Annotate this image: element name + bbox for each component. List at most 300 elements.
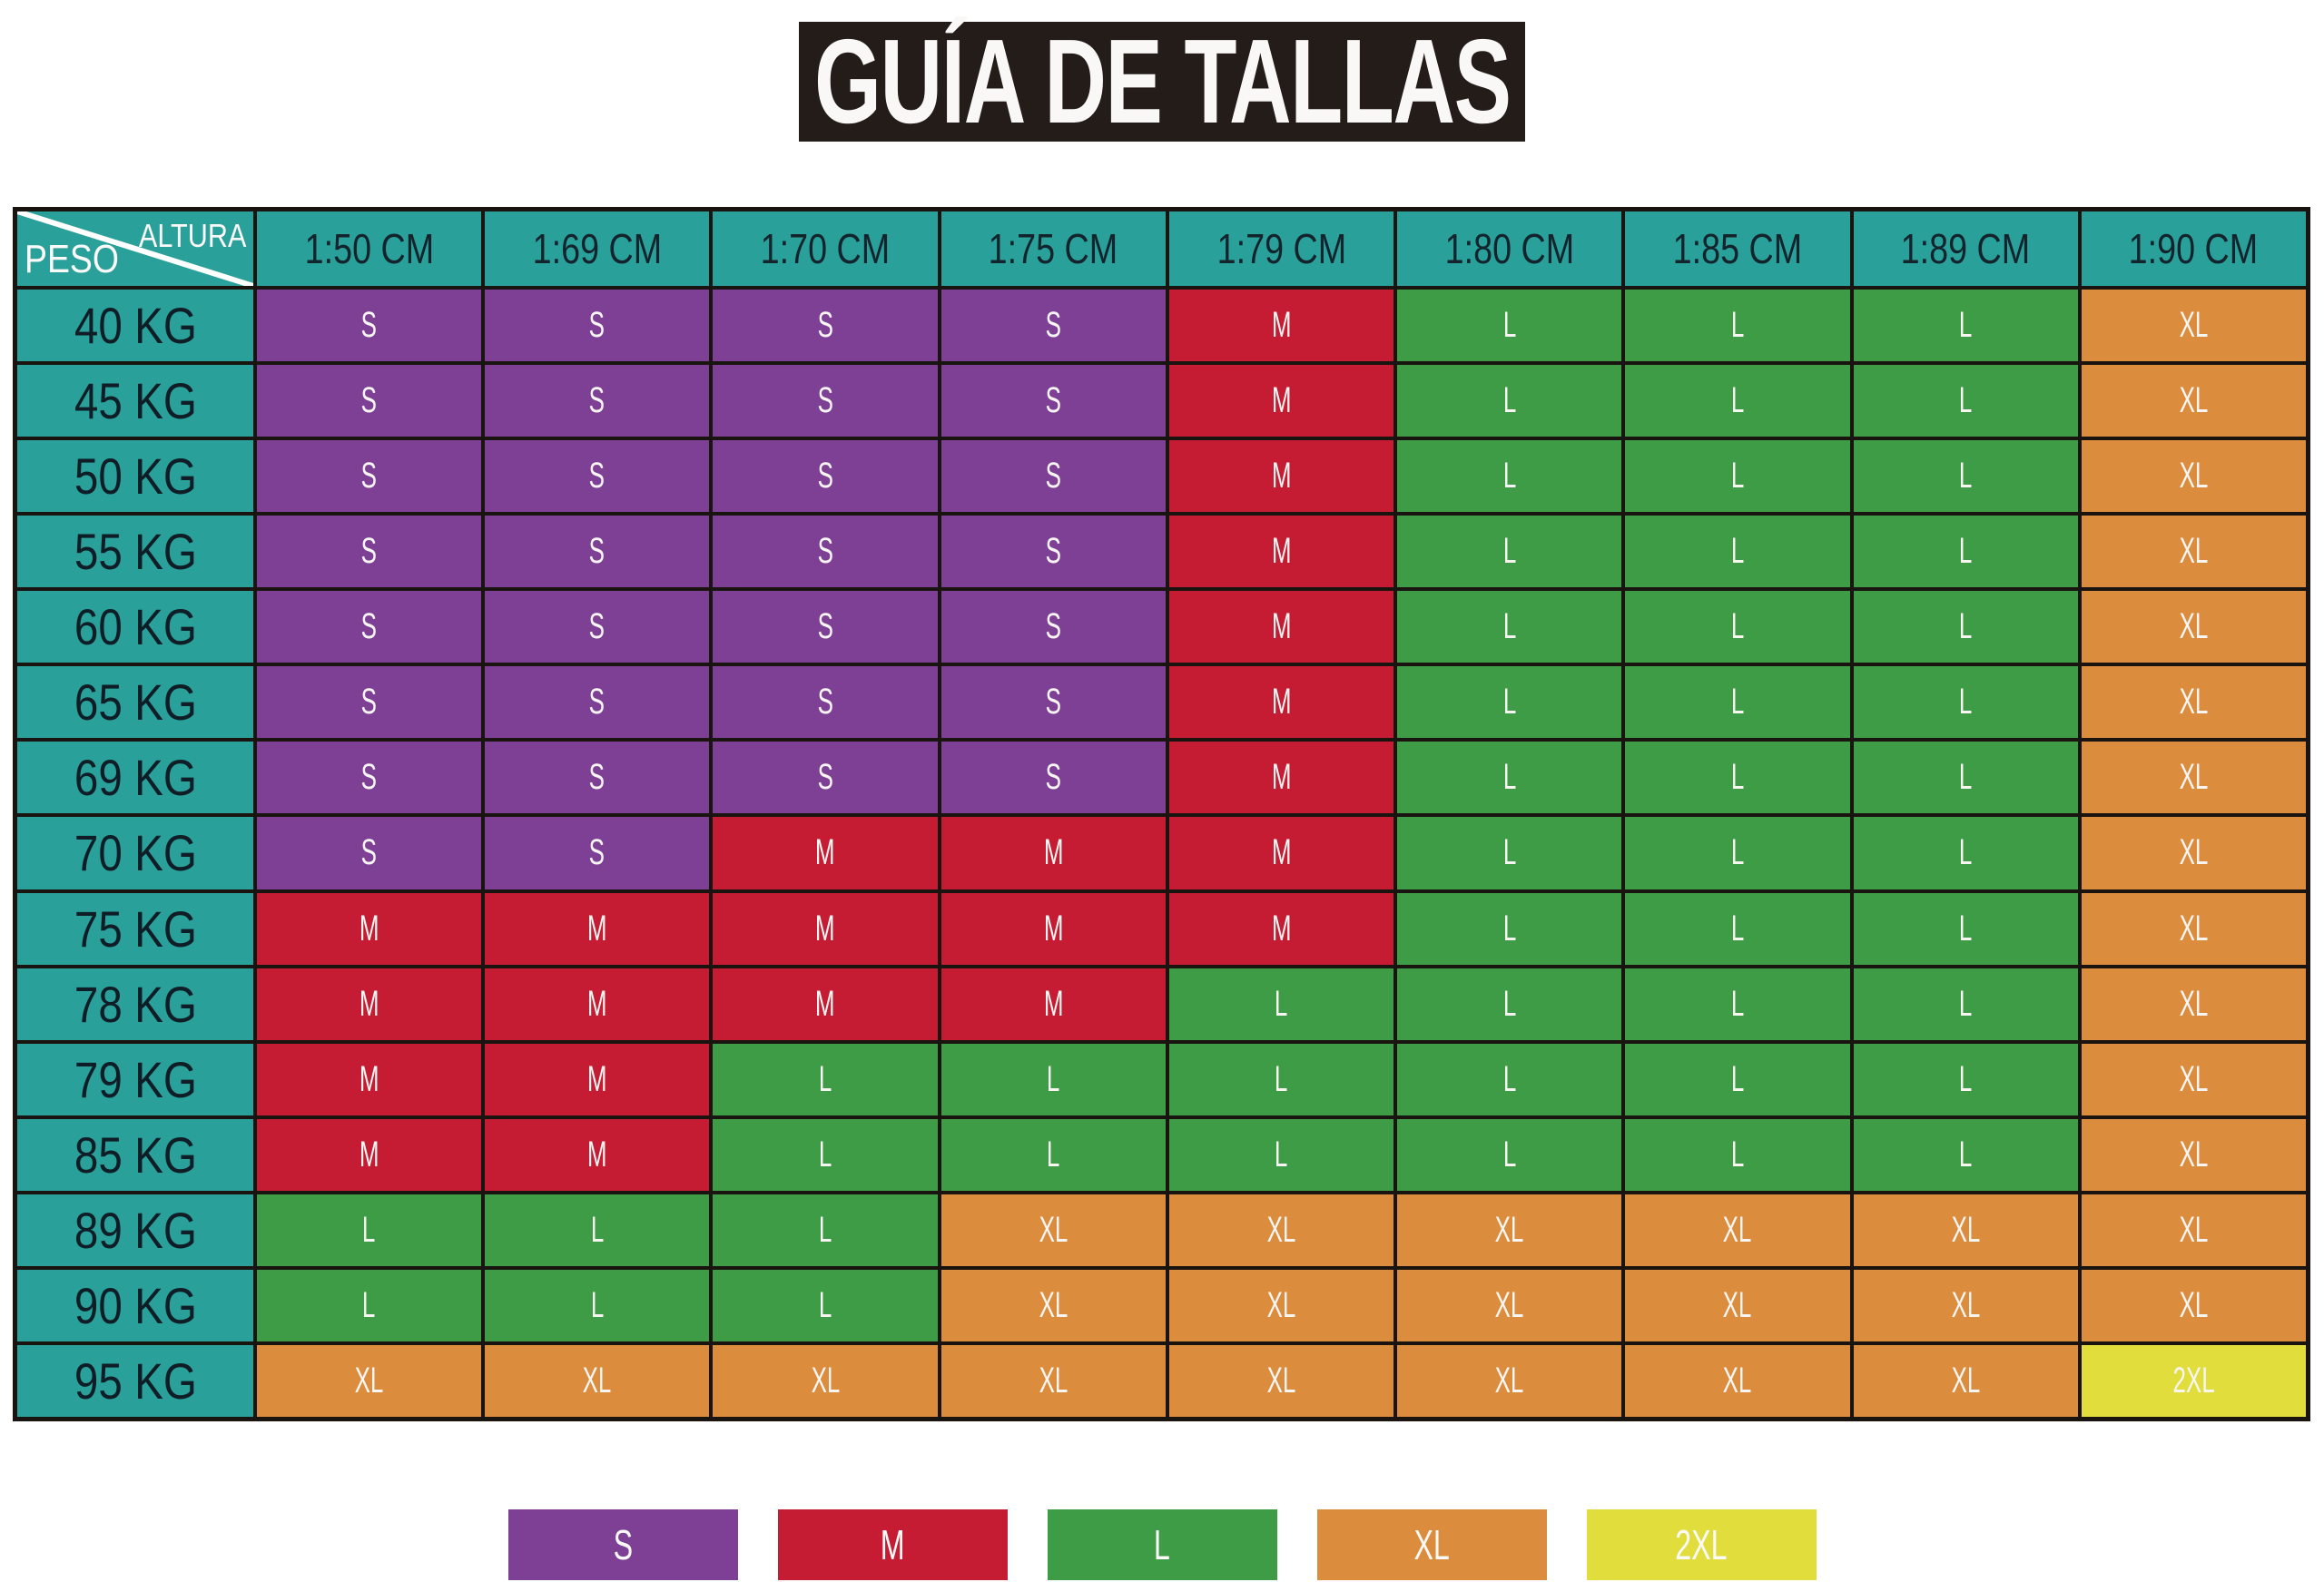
size-cell-text: S <box>817 380 833 421</box>
size-cell <box>1854 591 2078 663</box>
size-cell <box>713 1194 937 1266</box>
size-cell <box>1397 365 1621 437</box>
size-cell-text: L <box>818 1134 832 1174</box>
size-cell-text: L <box>1275 983 1288 1024</box>
weight-label-text: 45 KG <box>74 372 197 430</box>
weight-label <box>17 290 253 361</box>
size-cell-text: L <box>362 1209 376 1250</box>
size-cell <box>1169 1119 1393 1191</box>
size-cell-text: S <box>1045 456 1061 496</box>
size-cell-text: XL <box>1266 1360 1296 1400</box>
size-cell <box>1625 817 1849 889</box>
size-cell-text: M <box>1271 305 1292 346</box>
size-cell-text: S <box>589 456 606 496</box>
size-cell-text: S <box>360 456 378 496</box>
size-cell-text: XL <box>1039 1209 1068 1250</box>
size-cell <box>713 1119 937 1191</box>
size-cell-text: S <box>360 682 378 722</box>
size-cell-text: XL <box>2179 305 2209 346</box>
size-cell-text: L <box>1730 757 1745 798</box>
size-cell <box>941 1345 1166 1417</box>
size-cell-text: M <box>1043 983 1064 1024</box>
weight-label-text: 89 KG <box>74 1201 197 1259</box>
size-cell <box>2082 1194 2306 1266</box>
size-cell <box>257 817 481 889</box>
weight-label-text: 90 KG <box>74 1276 197 1334</box>
weight-label <box>17 742 253 813</box>
height-header <box>1854 211 2078 286</box>
weight-label <box>17 516 253 587</box>
size-cell <box>257 968 481 1040</box>
legend-label: 2XL <box>1675 1521 1728 1568</box>
altura-axis-label: ALTURA <box>138 217 246 254</box>
size-cell <box>485 742 709 813</box>
size-cell-text: L <box>590 1284 605 1325</box>
size-cell-text: S <box>360 531 378 572</box>
size-cell-text: M <box>359 1134 379 1174</box>
legend-swatch <box>1048 1509 1277 1580</box>
size-cell <box>1169 591 1393 663</box>
size-cell <box>941 1194 1166 1266</box>
size-cell-text: L <box>1047 1058 1060 1099</box>
height-header <box>941 211 1166 286</box>
size-cell <box>941 1044 1166 1115</box>
size-cell <box>1397 591 1621 663</box>
size-cell <box>941 893 1166 965</box>
size-cell-text: L <box>1958 1058 1973 1099</box>
size-cell <box>1397 1119 1621 1191</box>
size-cell <box>2082 591 2306 663</box>
size-cell-text: L <box>1730 606 1745 647</box>
size-cell-text: XL <box>811 1360 840 1400</box>
legend-swatch <box>1587 1509 1817 1580</box>
size-cell-text: L <box>1275 1134 1288 1174</box>
size-cell-text: L <box>1958 531 1973 572</box>
size-legend <box>11 1509 2313 1580</box>
size-cell <box>2082 893 2306 965</box>
size-cell <box>713 365 937 437</box>
size-cell-text: L <box>1730 456 1745 496</box>
size-cell <box>1397 817 1621 889</box>
size-cell-text: S <box>817 682 833 722</box>
size-cell <box>485 968 709 1040</box>
size-cell <box>1625 591 1849 663</box>
size-cell-text: XL <box>2179 682 2209 722</box>
size-cell-text: L <box>1958 305 1973 346</box>
size-cell <box>1625 1044 1849 1115</box>
size-cell-text: S <box>1045 606 1061 647</box>
weight-label-text: 85 KG <box>74 1125 197 1184</box>
size-cell-text: M <box>815 983 835 1024</box>
size-cell-text: S <box>589 606 606 647</box>
size-cell <box>257 591 481 663</box>
size-cell <box>2082 1044 2306 1115</box>
size-cell <box>1854 516 2078 587</box>
size-cell <box>257 1194 481 1266</box>
weight-label-text: 40 KG <box>74 297 197 355</box>
size-cell-text: L <box>1958 983 1973 1024</box>
size-cell-text: L <box>1730 1058 1745 1099</box>
size-cell-text: S <box>817 305 833 346</box>
size-cell-text: L <box>1958 757 1973 798</box>
weight-label <box>17 591 253 663</box>
size-cell <box>1854 290 2078 361</box>
size-cell <box>485 893 709 965</box>
size-cell-text: M <box>359 983 379 1024</box>
size-cell-text: L <box>1502 832 1516 873</box>
size-cell-text: XL <box>2179 983 2209 1024</box>
size-cell-text: L <box>1730 908 1745 948</box>
size-cell <box>1854 742 2078 813</box>
size-cell-text: M <box>586 983 607 1024</box>
size-cell <box>1169 290 1393 361</box>
size-cell-text: XL <box>582 1360 612 1400</box>
size-cell <box>257 893 481 965</box>
size-cell <box>2082 516 2306 587</box>
size-cell <box>1169 1044 1393 1115</box>
size-cell <box>2082 1119 2306 1191</box>
size-cell-text: L <box>1730 1134 1745 1174</box>
size-cell <box>1854 968 2078 1040</box>
weight-label-text: 75 KG <box>74 899 197 958</box>
size-cell-text: L <box>1958 456 1973 496</box>
size-cell <box>713 666 937 738</box>
size-cell-text: L <box>1502 305 1516 346</box>
weight-label-text: 69 KG <box>74 749 197 807</box>
size-cell <box>1397 666 1621 738</box>
size-cell-text: L <box>590 1209 605 1250</box>
legend-label: XL <box>1413 1521 1450 1568</box>
weight-label <box>17 440 253 512</box>
height-header <box>1625 211 1849 286</box>
size-cell <box>1397 893 1621 965</box>
size-cell-text: M <box>1271 380 1292 421</box>
size-cell <box>1625 893 1849 965</box>
size-cell <box>1169 893 1393 965</box>
size-cell <box>485 1270 709 1341</box>
size-cell-text: XL <box>2179 380 2209 421</box>
weight-label-text: 60 KG <box>74 598 197 656</box>
size-cell-text: XL <box>1723 1360 1752 1400</box>
size-cell-text: XL <box>2179 908 2209 948</box>
size-cell-text: S <box>589 380 606 421</box>
size-cell-text: XL <box>1951 1360 1981 1400</box>
size-cell-text: S <box>589 832 606 873</box>
size-cell <box>257 290 481 361</box>
size-cell <box>485 440 709 512</box>
size-cell-text: M <box>1043 832 1064 873</box>
size-cell <box>1169 1270 1393 1341</box>
size-cell <box>1625 666 1849 738</box>
size-cell-text: L <box>362 1284 376 1325</box>
size-cell <box>1397 742 1621 813</box>
size-cell <box>257 365 481 437</box>
size-cell <box>1854 1194 2078 1266</box>
size-cell-text: M <box>1043 908 1064 948</box>
weight-label-text: 70 KG <box>74 824 197 882</box>
height-header <box>257 211 481 286</box>
size-cell-text: M <box>815 908 835 948</box>
size-cell <box>1854 666 2078 738</box>
size-cell <box>713 516 937 587</box>
size-cell-text: XL <box>1039 1360 1068 1400</box>
height-header-label: 1:75 CM <box>988 225 1118 272</box>
size-cell-text: L <box>1502 1134 1516 1174</box>
size-cell-text: L <box>1502 983 1516 1024</box>
size-cell <box>1397 1194 1621 1266</box>
size-cell <box>257 666 481 738</box>
size-cell-text: S <box>1045 757 1061 798</box>
size-cell <box>1854 440 2078 512</box>
size-cell <box>941 1270 1166 1341</box>
size-cell-text: S <box>589 757 606 798</box>
size-table <box>13 207 2310 1421</box>
size-cell <box>2082 365 2306 437</box>
size-cell <box>1397 440 1621 512</box>
size-cell <box>1397 1044 1621 1115</box>
size-cell-text: XL <box>1039 1284 1068 1325</box>
size-cell <box>1625 968 1849 1040</box>
size-cell-text: M <box>1271 531 1292 572</box>
size-cell <box>2082 290 2306 361</box>
size-cell-text: L <box>1502 606 1516 647</box>
size-cell <box>485 290 709 361</box>
size-cell <box>1397 968 1621 1040</box>
size-cell <box>713 1270 937 1341</box>
height-header-label: 1:70 CM <box>760 225 891 272</box>
size-cell <box>1169 1345 1393 1417</box>
size-cell <box>941 591 1166 663</box>
height-header-label: 1:50 CM <box>304 225 434 272</box>
size-cell <box>941 1119 1166 1191</box>
size-cell-text: XL <box>1951 1209 1981 1250</box>
size-cell-text: L <box>1047 1134 1060 1174</box>
size-cell <box>1397 516 1621 587</box>
size-cell <box>713 1345 937 1417</box>
size-cell-text: M <box>1271 757 1292 798</box>
size-cell <box>1625 742 1849 813</box>
size-cell-text: L <box>1958 380 1973 421</box>
size-cell-text: S <box>360 757 378 798</box>
size-cell-text: S <box>360 832 378 873</box>
size-cell <box>713 290 937 361</box>
height-header <box>1397 211 1621 286</box>
size-cell-text: S <box>817 757 833 798</box>
legend-label: M <box>880 1521 905 1568</box>
size-cell <box>257 440 481 512</box>
weight-label <box>17 893 253 965</box>
size-cell <box>257 1270 481 1341</box>
size-cell <box>713 742 937 813</box>
size-cell-text: L <box>1502 908 1516 948</box>
size-cell <box>713 591 937 663</box>
size-cell <box>941 968 1166 1040</box>
title-banner <box>799 15 1525 148</box>
weight-label <box>17 1119 253 1191</box>
size-cell-text: XL <box>2179 1058 2209 1099</box>
size-cell-text: L <box>1502 682 1516 722</box>
size-cell <box>713 968 937 1040</box>
size-cell <box>713 440 937 512</box>
size-cell <box>713 1044 937 1115</box>
size-cell-text: L <box>818 1209 832 1250</box>
weight-label <box>17 817 253 889</box>
size-cell-text: XL <box>1723 1284 1752 1325</box>
height-header <box>2082 211 2306 286</box>
corner-cell <box>17 211 253 286</box>
legend-label: L <box>1154 1521 1170 1568</box>
size-cell-text: M <box>586 1058 607 1099</box>
size-cell <box>1854 365 2078 437</box>
size-cell <box>1169 968 1393 1040</box>
size-cell <box>1854 1270 2078 1341</box>
size-cell <box>941 666 1166 738</box>
size-cell <box>1169 516 1393 587</box>
size-cell <box>1854 1345 2078 1417</box>
size-cell <box>2082 742 2306 813</box>
size-cell <box>485 666 709 738</box>
size-cell <box>1625 516 1849 587</box>
weight-label <box>17 1345 253 1417</box>
size-cell-text: S <box>1045 531 1061 572</box>
size-cell-text: L <box>1730 983 1745 1024</box>
size-cell-text: M <box>1271 606 1292 647</box>
size-cell <box>1625 440 1849 512</box>
size-cell <box>1169 742 1393 813</box>
size-cell-text: M <box>1271 908 1292 948</box>
size-cell <box>941 817 1166 889</box>
weight-label <box>17 1044 253 1115</box>
size-cell-text: S <box>817 606 833 647</box>
size-cell <box>1854 1044 2078 1115</box>
size-cell-text: XL <box>2179 1284 2209 1325</box>
size-cell <box>485 516 709 587</box>
size-cell-text: S <box>589 305 606 346</box>
page-title: GUÍA DE TALLAS <box>813 15 1511 148</box>
size-cell-text: XL <box>354 1360 384 1400</box>
weight-label-text: 55 KG <box>74 523 197 581</box>
weight-label <box>17 666 253 738</box>
size-cell-text: S <box>589 682 606 722</box>
size-cell-text: M <box>1271 832 1292 873</box>
size-cell-text: M <box>359 908 379 948</box>
weight-label-text: 78 KG <box>74 975 197 1033</box>
legend-swatch <box>508 1509 738 1580</box>
size-cell <box>485 365 709 437</box>
size-cell <box>2082 817 2306 889</box>
size-cell <box>941 290 1166 361</box>
size-cell <box>1397 1270 1621 1341</box>
size-cell <box>2082 440 2306 512</box>
size-cell-text: S <box>817 531 833 572</box>
size-cell-text: S <box>1045 380 1061 421</box>
size-cell-text: M <box>1271 682 1292 722</box>
size-cell <box>257 1119 481 1191</box>
size-cell-text: M <box>815 832 835 873</box>
weight-label <box>17 1270 253 1341</box>
size-cell-text: S <box>589 531 606 572</box>
size-cell-text: XL <box>1494 1209 1524 1250</box>
size-cell-text: XL <box>2179 531 2209 572</box>
legend-swatch <box>778 1509 1008 1580</box>
size-cell <box>2082 968 2306 1040</box>
size-cell-text: L <box>1730 305 1745 346</box>
size-cell <box>941 365 1166 437</box>
size-cell <box>1169 440 1393 512</box>
size-cell-text: L <box>1958 682 1973 722</box>
size-cell-text: L <box>1502 1058 1516 1099</box>
size-cell-text: XL <box>2179 757 2209 798</box>
size-cell-text: XL <box>1494 1360 1524 1400</box>
size-cell-text: S <box>817 456 833 496</box>
size-cell <box>1169 817 1393 889</box>
size-cell <box>1397 290 1621 361</box>
size-cell-text: S <box>360 606 378 647</box>
size-cell <box>1854 893 2078 965</box>
size-cell-text: XL <box>1266 1284 1296 1325</box>
size-cell <box>485 1194 709 1266</box>
weight-label-text: 65 KG <box>74 673 197 732</box>
size-cell-text: S <box>360 380 378 421</box>
size-cell-text: L <box>1502 456 1516 496</box>
height-header <box>485 211 709 286</box>
size-cell <box>1625 1345 1849 1417</box>
size-cell-text: L <box>818 1058 832 1099</box>
height-header-label: 1:80 CM <box>1444 225 1574 272</box>
size-cell <box>485 1119 709 1191</box>
size-cell <box>257 1345 481 1417</box>
size-cell-text: M <box>586 908 607 948</box>
size-cell-text: M <box>359 1058 379 1099</box>
size-cell <box>257 1044 481 1115</box>
size-cell-text: S <box>1045 305 1061 346</box>
size-cell-text: L <box>1502 531 1516 572</box>
size-cell <box>1169 1194 1393 1266</box>
size-cell <box>485 1044 709 1115</box>
weight-label-text: 79 KG <box>74 1050 197 1108</box>
size-cell <box>1625 290 1849 361</box>
size-cell <box>1169 666 1393 738</box>
size-cell <box>713 893 937 965</box>
size-cell-text: XL <box>2179 456 2209 496</box>
size-cell <box>257 516 481 587</box>
height-header-label: 1:85 CM <box>1672 225 1803 272</box>
size-cell <box>1625 1119 1849 1191</box>
size-cell <box>1397 1345 1621 1417</box>
size-cell-text: M <box>586 1134 607 1174</box>
size-cell-text: XL <box>2179 1209 2209 1250</box>
size-cell-text: S <box>1045 682 1061 722</box>
size-cell-text: 2XL <box>2172 1360 2215 1400</box>
height-header-label: 1:90 CM <box>2129 225 2259 272</box>
weight-label <box>17 968 253 1040</box>
legend-label: S <box>613 1521 633 1568</box>
height-header-label: 1:69 CM <box>532 225 663 272</box>
height-header-label: 1:79 CM <box>1216 225 1346 272</box>
size-cell-text: L <box>1958 606 1973 647</box>
size-cell <box>1625 365 1849 437</box>
size-cell-text: L <box>1730 682 1745 722</box>
size-cell <box>941 516 1166 587</box>
size-cell <box>1625 1194 1849 1266</box>
size-cell <box>713 817 937 889</box>
height-header <box>713 211 937 286</box>
size-cell <box>2082 666 2306 738</box>
size-cell <box>257 742 481 813</box>
size-cell <box>2082 1345 2306 1417</box>
size-cell-text: XL <box>2179 1134 2209 1174</box>
size-cell-text: XL <box>1951 1284 1981 1325</box>
